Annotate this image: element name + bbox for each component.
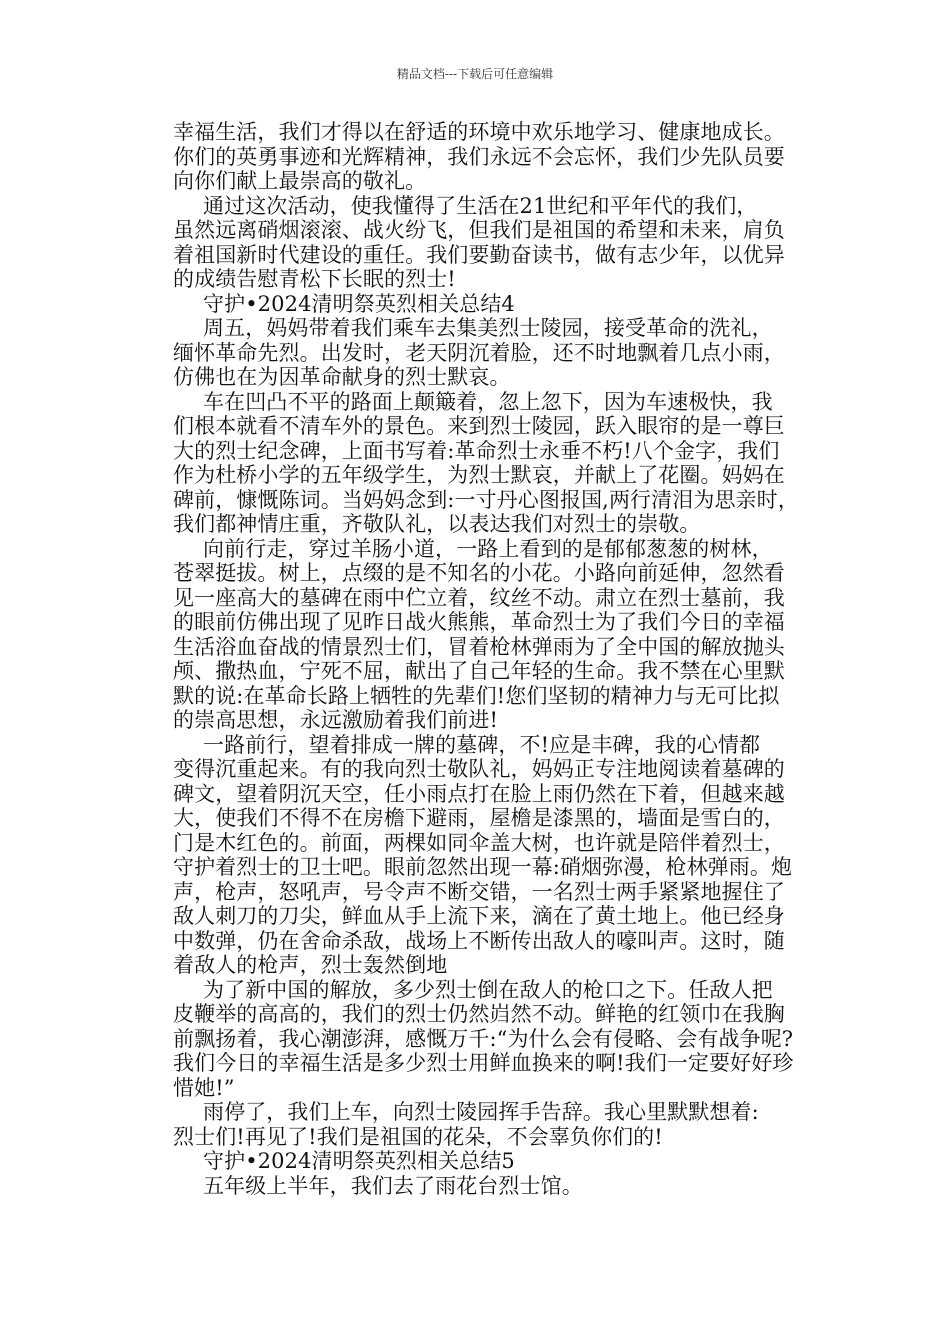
text-line: 缅怀革命先烈。出发时，老天阴沉着脸，还不时地飘着几点小雨， [173,340,785,365]
text-line: 守护着烈士的卫士吧。眼前忽然出现一幕:硝烟弥漫，枪林弹雨。炮 [173,855,793,879]
text-line: 门是木红色的。前面，两棵如同伞盖大树，也许就是陪伴着烈士， [173,830,785,855]
text-line: 为了新中国的解放，多少烈士倒在敌人的枪口之下。任敌人把 [203,977,773,1002]
text-line: 变得沉重起来。有的我向烈士敬队礼，妈妈正专注地阅读着墓碑的 [173,757,785,781]
text-line: 的崇高思想，永远激励着我们前进! [173,708,499,732]
text-line: 车在凹凸不平的路面上颠簸着，忽上忽下，因为车速极快，我 [203,389,773,414]
text-line: 我们今日的幸福生活是多少烈士用鲜血换来的啊!我们一定要好好珍 [173,1051,794,1075]
text-line: 的眼前仿佛出现了见昨日战火熊熊，革命烈士为了我们今日的幸福 [173,610,785,634]
text-line: 碑前，慷慨陈词。当妈妈念到:一寸丹心图报国,两行清泪为思亲时， [173,487,799,512]
text-line: 前飘扬着，我心潮澎湃，感慨万千:“为什么会有侵略、会有战争呢? [173,1026,794,1051]
document-body [173,120,809,1198]
text-line: 虽然远离硝烟滚滚、战火纷飞，但我们是祖国的希望和未来，肩负 [173,218,785,242]
text-line: 皮鞭举的高高的，我们的烈士仍然岿然不动。鲜艳的红领巾在我胸 [173,1002,785,1026]
text-line: 们根本就看不清车外的景色。来到烈士陵园，跃入眼帘的是一尊巨 [173,414,785,438]
text-line: 见一座高大的墓碑在雨中伫立着，纹丝不动。肃立在烈士墓前，我 [173,585,785,610]
text-line: 生活浴血奋战的情景烈士们，冒着枪林弹雨为了全中国的解放抛头 [173,634,785,659]
text-line: 烈士们!再见了!我们是祖国的花朵，不会辜负你们的! [173,1124,663,1149]
text-line: 向前行走，穿过羊肠小道，一路上看到的是郁郁葱葱的树林， [203,536,773,561]
text-line: 向你们献上最崇高的敬礼。 [173,169,427,193]
text-line: 中数弹，仍在舍命杀敌，战场上不断传出敌人的嚎叫声。这时，随 [173,928,785,953]
text-line: 着祖国新时代建设的重任。我们要勤奋读书，做有志少年，以优异 [173,242,785,267]
text-line: 声，枪声，怒吼声，号令声不断交错，一名烈士两手紧紧地握住了 [173,879,785,904]
text-line: 苍翠挺拔。树上，点缀的是不知名的小花。小路向前延伸，忽然看 [173,561,785,585]
text-line: 惜她!” [173,1075,235,1100]
text-line: 守护•2024清明祭英烈相关总结4 [203,291,515,316]
text-line: 我们都神情庄重，齐敬队礼，以表达我们对烈士的崇敬。 [173,512,701,536]
text-line: 周五，妈妈带着我们乘车去集美烈士陵园，接受革命的洗礼， [203,316,773,340]
text-line: 作为杜桥小学的五年级学生，为烈士默哀，并献上了花圈。妈妈在 [173,463,785,487]
text-line: 一路前行，望着排成一牌的墓碑，不!应是丰碑，我的心情都 [203,732,761,757]
text-line: 守护•2024清明祭英烈相关总结5 [203,1149,515,1173]
text-line: 五年级上半年，我们去了雨花台烈士馆。 [203,1173,583,1198]
page-header: 精品文档---下载后可任意编辑 [396,67,554,81]
text-line: 的成绩告慰青松下长眠的烈士! [173,267,456,291]
text-line: 雨停了，我们上车，向烈士陵园挥手告辞。我心里默默想着: [203,1100,759,1124]
text-line: 大，使我们不得不在房檐下避雨，屋檐是漆黑的，墙面是雪白的， [173,806,785,830]
text-line: 幸福生活，我们才得以在舒适的环境中欢乐地学习、健康地成长。 [173,120,785,144]
text-line: 仿佛也在为因革命献身的烈士默哀。 [173,365,511,389]
text-line: 碑文，望着阴沉天空，任小雨点打在脸上雨仍然在下着，但越来越 [173,781,785,806]
text-line: 通过这次活动，使我懂得了生活在21世纪和平年代的我们， [203,193,758,218]
text-line: 敌人刺刀的刀尖，鲜血从手上流下来，滴在了黄土地上。他已经身 [173,904,785,928]
text-line: 颅、撒热血，宁死不屈，献出了自己年轻的生命。我不禁在心里默 [173,659,785,683]
text-line: 着敌人的枪声，烈士轰然倒地 [173,953,448,977]
text-line: 你们的英勇事迹和光辉精神，我们永远不会忘怀，我们少先队员要 [173,144,785,169]
text-line: 默的说:在革命长路上牺牲的先辈们!您们坚韧的精神力与无可比拟 [173,683,780,708]
text-line: 大的烈士纪念碑，上面书写着:革命烈士永垂不朽!八个金字，我们 [173,438,780,463]
